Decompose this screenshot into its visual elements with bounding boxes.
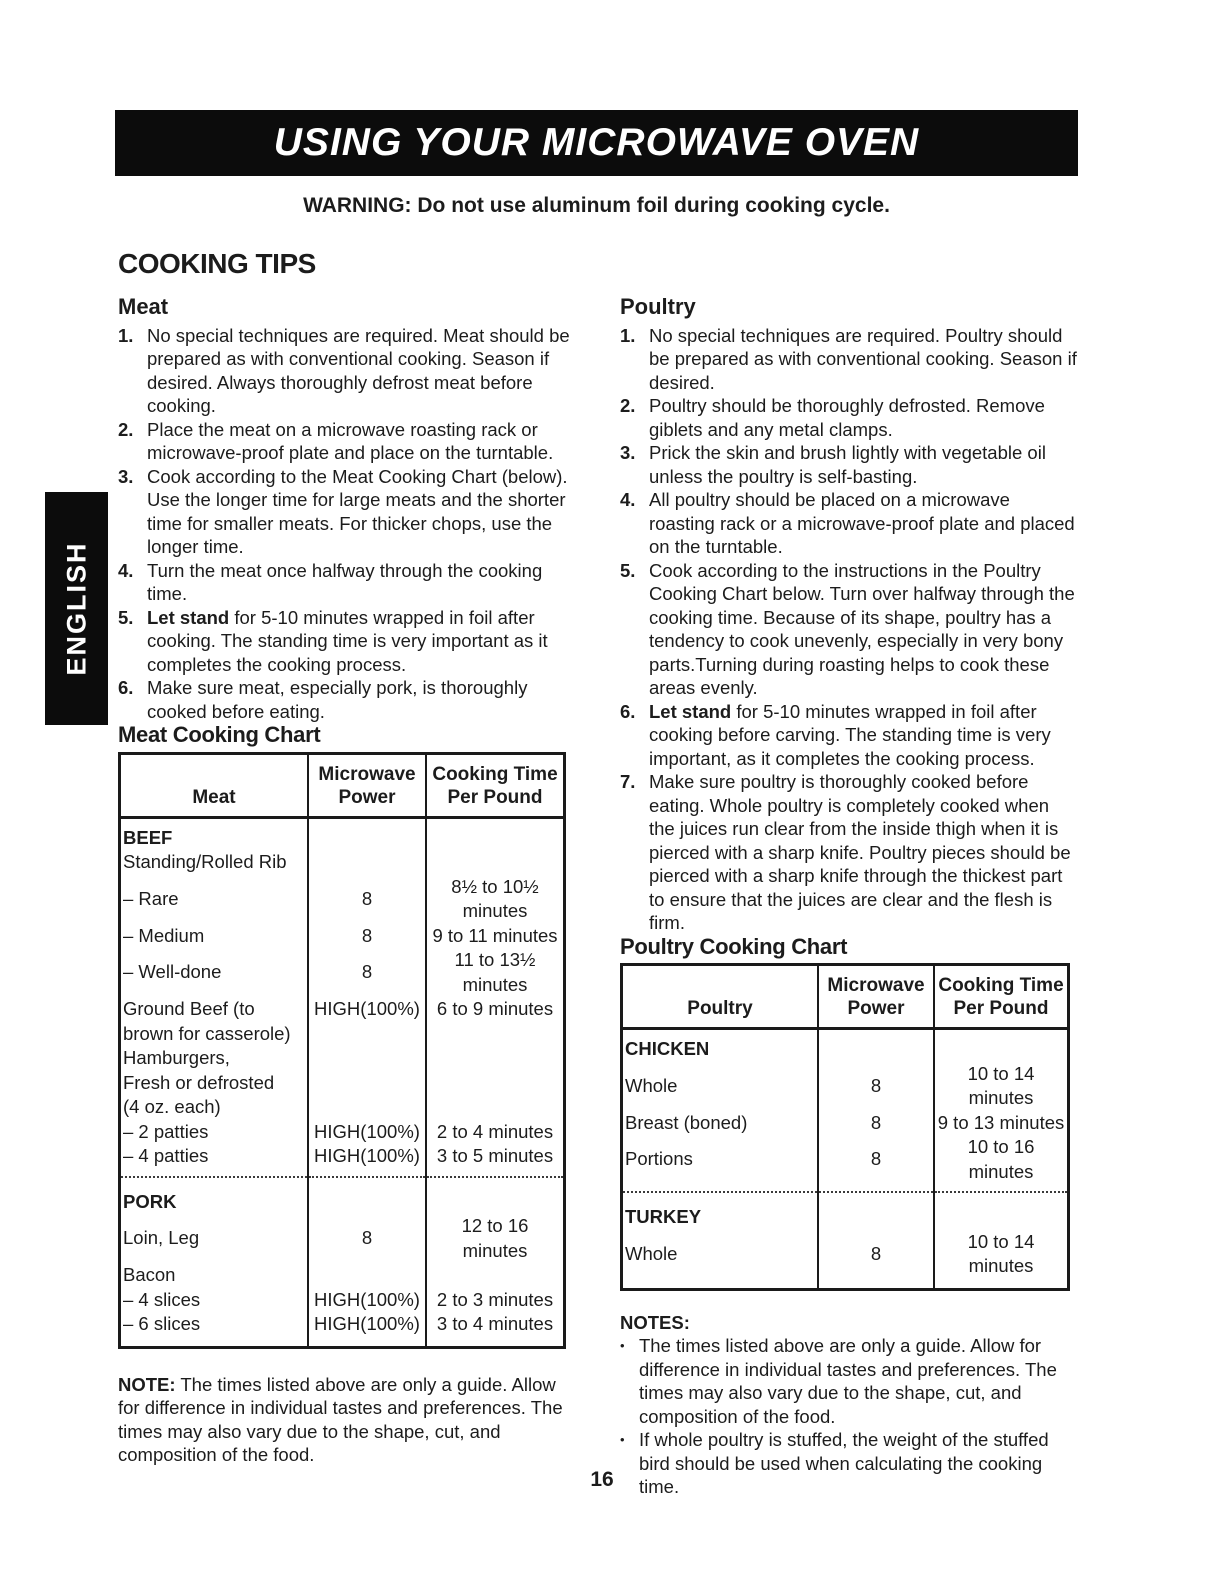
element: [120, 753, 565, 817]
tip-number: 3.: [620, 442, 636, 463]
tip-item: [118, 465, 570, 559]
table-row: [120, 997, 565, 1022]
tip-number: 1.: [620, 324, 636, 346]
power-cell: 8: [308, 875, 426, 924]
right-column: [620, 295, 1078, 1499]
item-cell: brown for casserole): [120, 1022, 309, 1047]
tip-item: [620, 394, 1078, 441]
item-cell: Breast (boned): [622, 1111, 819, 1136]
poultry-chart-heading: Poultry Cooking Chart: [620, 933, 848, 959]
table-row: [622, 1111, 1069, 1136]
tip-text: Place the meat on a microwave roasting rack or microwave-proof plate and place on the turntable.: [147, 418, 554, 463]
column-header: Meat: [120, 753, 309, 817]
table-header-row: [120, 753, 565, 817]
column-header: Poultry: [622, 965, 819, 1029]
column-header: Cooking Time Per Pound: [934, 965, 1069, 1029]
power-cell: [308, 1263, 426, 1288]
item-cell: – Medium: [120, 924, 309, 949]
tip-item: [118, 324, 570, 418]
tip-text: Let stand for 5-10 minutes wrapped in foil after cooking before carving. The standing time is very important, as it completes the cooking process.: [649, 700, 1051, 769]
tip-text: Make sure meat, especially pork, is thoroughly cooked before eating.: [147, 677, 528, 722]
tip-item: [118, 559, 570, 606]
bullet-icon: •: [620, 1338, 625, 1353]
power-cell: 8: [308, 924, 426, 949]
note-text: The times listed above are only a guide. Allow for difference in individual tastes and preferences. The times may also vary due to the shape, cut, and composition of the food.: [639, 1335, 1057, 1427]
power-cell: 8: [818, 1062, 934, 1111]
poultry-cooking-chart-table: [620, 963, 1070, 1291]
time-cell: 3 to 4 minutes: [436, 1313, 554, 1334]
time-cell: 10 to 16 minutes: [934, 1135, 1069, 1192]
tip-text: No special techniques are required. Meat should be prepared as with conventional cooking. Season if desired. Always thoroughly defrost meat before cooking.: [147, 324, 570, 416]
meat-chart-note: NOTE: The times listed above are only a guide. Allow for difference in individual tastes and preferences. The times may also vary due to the shape, cut, and composition of the food.: [118, 1373, 563, 1465]
power-cell: [308, 1022, 426, 1047]
time-cell: 6 to 9 minutes: [436, 998, 554, 1019]
note-item: [620, 1334, 1078, 1428]
tip-number: 2.: [118, 418, 134, 440]
tip-text: Prick the skin and brush lightly with vegetable oil unless the poultry is self-basting.: [649, 442, 1046, 487]
time-cell: 9 to 13 minutes: [937, 1111, 1065, 1133]
item-cell: BEEF: [120, 817, 309, 850]
time-cell: 2 to 3 minutes: [436, 1288, 554, 1310]
poultry-tips-list: [620, 324, 1078, 935]
time-cell: 10 to 14 minutes: [967, 1062, 1035, 1108]
time-cell: [934, 1192, 1069, 1230]
time-cell: 11 to 13½ minutes: [454, 949, 536, 995]
tip-number: 5.: [118, 606, 134, 628]
tip-number: 4.: [620, 489, 636, 510]
tip-text: No special techniques are required. Poultry should be prepared as with conventional cooking. Season if desired.: [649, 324, 1077, 393]
table-row: [120, 1214, 565, 1263]
time-cell: [426, 1022, 565, 1047]
column-header: Cooking Time Per Pound: [426, 753, 565, 817]
section-header-title: USING YOUR MICROWAVE OVEN: [273, 121, 920, 164]
power-cell: HIGH(100%): [308, 1120, 426, 1145]
item-cell: Standing/Rolled Rib: [120, 850, 309, 875]
time-cell: 3 to 5 minutes: [426, 1144, 565, 1177]
meat-cooking-chart-table: [118, 752, 566, 1349]
item-cell: Loin, Leg: [120, 1214, 309, 1263]
power-cell: [308, 1071, 426, 1096]
tip-text: Turn the meat once halfway through the cooking time.: [147, 559, 543, 604]
tip-number: 5.: [620, 559, 636, 581]
tip-item: [118, 418, 570, 465]
time-cell: 2 to 4 minutes: [436, 1120, 554, 1142]
time-cell: 8½ to 10½ minutes: [451, 875, 539, 921]
bold-text: Let stand: [649, 700, 732, 722]
table-row: [120, 948, 565, 997]
table-row: [120, 1312, 565, 1347]
tip-number: 4.: [118, 559, 134, 581]
table-row: [120, 1177, 565, 1215]
tip-text: Let stand for 5-10 minutes wrapped in foil after cooking. The standing time is very important as it completes the cooking process.: [147, 606, 548, 675]
item-cell: – Rare: [120, 875, 309, 924]
table-row: [622, 1029, 1069, 1062]
table-row: [622, 1192, 1069, 1230]
warning-text: WARNING: Do not use aluminum foil during cooking cycle.: [303, 194, 890, 217]
table-row: [120, 1120, 565, 1145]
table-row: [120, 817, 565, 850]
page-number: 16: [590, 1468, 614, 1491]
table-row: [622, 1062, 1069, 1111]
item-cell: Fresh or defrosted: [120, 1071, 309, 1096]
time-cell: [934, 1029, 1069, 1062]
tip-item: [620, 700, 1078, 771]
item-cell: – 4 slices: [120, 1288, 309, 1313]
tip-text: Make sure poultry is thoroughly cooked before eating. Whole poultry is completely cooked when the juices run clear from the inside thigh when it is pierced with a sharp knife. Poultry pieces should be pierced with a sharp knife through the thickest part to ensure that the juices are clear and the flesh is firm.: [649, 771, 1071, 933]
table-row: [622, 1135, 1069, 1192]
item-cell: CHICKEN: [622, 1029, 819, 1062]
tip-item: [620, 770, 1078, 935]
time-cell: [426, 850, 565, 875]
tip-number: 6.: [118, 677, 134, 698]
power-cell: [308, 817, 426, 850]
item-cell: PORK: [120, 1177, 309, 1215]
table-row: [622, 1230, 1069, 1290]
element: [622, 1029, 1069, 1290]
item-cell: – Well-done: [120, 948, 309, 997]
tip-number: 6.: [620, 700, 636, 722]
time-cell: [426, 1071, 565, 1096]
item-cell: Whole: [622, 1230, 819, 1290]
tip-text: Cook according to the instructions in the Poultry Cooking Chart below. Turn over halfway through the cooking time. Because of its shape, poultry has a tendency to cook unevenly, especially in very bony parts.Turning during roasting helps to cook these areas evenly.: [649, 559, 1075, 698]
column-header: Microwave Power: [308, 753, 426, 817]
english-language-tab: [45, 492, 108, 725]
item-cell: Bacon: [120, 1263, 309, 1288]
power-cell: [818, 1192, 934, 1230]
item-cell: – 4 patties: [120, 1144, 309, 1177]
table-row: [120, 924, 565, 949]
poultry-notes-heading: NOTES:: [620, 1311, 690, 1333]
table-row: [120, 875, 565, 924]
power-cell: [308, 850, 426, 875]
power-cell: HIGH(100%): [308, 1312, 426, 1347]
power-cell: 8: [308, 948, 426, 997]
power-cell: HIGH(100%): [308, 997, 426, 1022]
power-cell: HIGH(100%): [308, 1288, 426, 1313]
english-language-tab-label: ENGLISH: [61, 541, 92, 676]
bold-text: Let stand: [147, 606, 230, 628]
power-cell: 8: [818, 1111, 934, 1136]
tip-number: 3.: [118, 465, 134, 487]
table-row: [120, 1144, 565, 1177]
page-title: COOKING TIPS: [118, 248, 316, 279]
power-cell: [818, 1029, 934, 1062]
table-row: [120, 1071, 565, 1096]
left-column: [118, 295, 570, 1467]
tip-item: [118, 606, 570, 677]
item-cell: (4 oz. each): [120, 1095, 309, 1120]
tip-item: [620, 324, 1078, 395]
element: [120, 817, 565, 1347]
table-row: [120, 1263, 565, 1288]
power-cell: [308, 1046, 426, 1071]
tip-item: [620, 441, 1078, 488]
item-cell: Hamburgers,: [120, 1046, 309, 1071]
item-cell: – 2 patties: [120, 1120, 309, 1145]
bold-text: NOTE:: [118, 1373, 176, 1395]
note-text: If whole poultry is stuffed, the weight of the stuffed bird should be used when calculating the cooking time.: [639, 1429, 1049, 1497]
power-cell: [308, 1095, 426, 1120]
tip-text: Poultry should be thoroughly defrosted. Remove giblets and any metal clamps.: [649, 395, 1045, 440]
item-cell: TURKEY: [622, 1192, 819, 1230]
tip-item: [620, 559, 1078, 700]
table-row: [120, 1095, 565, 1120]
table-row: [120, 1288, 565, 1313]
time-cell: 10 to 14 minutes: [967, 1230, 1035, 1276]
power-cell: 8: [818, 1230, 934, 1290]
power-cell: HIGH(100%): [308, 1144, 426, 1177]
meat-tips-list: [118, 324, 570, 724]
time-cell: [426, 1177, 565, 1215]
time-cell: [426, 1046, 565, 1071]
time-cell: [426, 1263, 565, 1288]
table-row: [120, 1046, 565, 1071]
tip-item: [620, 488, 1078, 559]
item-cell: Whole: [622, 1062, 819, 1111]
poultry-tips-heading: Poultry: [620, 294, 696, 319]
time-cell: 9 to 11 minutes: [432, 924, 558, 946]
meat-chart-heading: Meat Cooking Chart: [118, 722, 321, 747]
column-header: Microwave Power: [818, 965, 934, 1029]
time-cell: [426, 1095, 565, 1120]
item-cell: – 6 slices: [120, 1312, 309, 1347]
power-cell: 8: [308, 1214, 426, 1263]
tip-number: 7.: [620, 771, 636, 792]
table-header-row: [622, 965, 1069, 1029]
item-cell: Portions: [622, 1135, 819, 1192]
power-cell: 8: [818, 1135, 934, 1192]
element: [622, 965, 1069, 1029]
item-cell: Ground Beef (to: [120, 997, 309, 1022]
section-header-bar: [115, 110, 1078, 176]
table-row: [120, 850, 565, 875]
bullet-icon: •: [620, 1432, 625, 1447]
tip-number: 1.: [118, 324, 134, 346]
time-cell: 12 to 16 minutes: [461, 1215, 529, 1261]
tip-text: All poultry should be placed on a microwave roasting rack or a microwave-proof plate and placed on the turntable.: [649, 489, 1075, 557]
table-row: [120, 1022, 565, 1047]
time-cell: [426, 817, 565, 850]
tip-number: 2.: [620, 395, 636, 416]
tip-text: Cook according to the Meat Cooking Chart (below). Use the longer time for large meats and the shorter time for smaller meats. For thicker chops, use the longer time.: [147, 465, 568, 557]
meat-tips-heading: Meat: [118, 294, 169, 319]
power-cell: [308, 1177, 426, 1215]
tip-item: [118, 676, 570, 723]
